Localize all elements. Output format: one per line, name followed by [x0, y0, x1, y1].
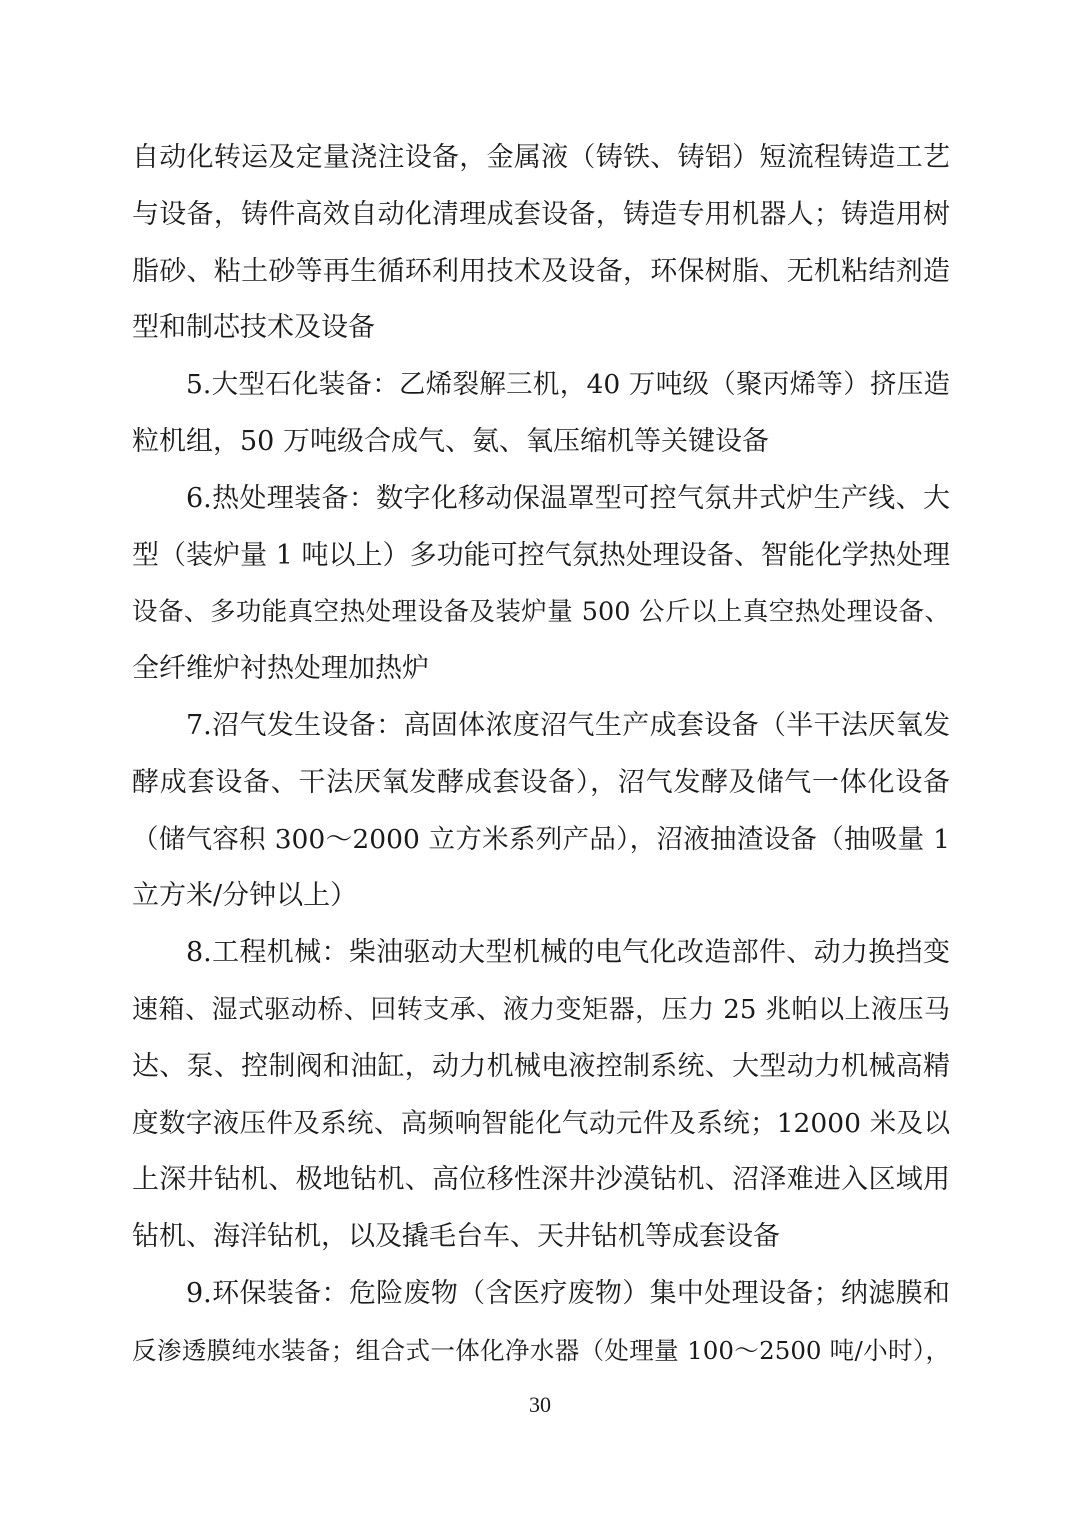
text-line: 7.沼气发生设备：高固体浓度沼气生产成套设备（半干法厌氧发 — [186, 709, 950, 741]
text-line: 上深井钻机、极地钻机、高位移性深井沙漠钻机、沼泽难进入区域用 — [132, 1164, 950, 1196]
text-line: 立方米/分钟以上） — [132, 880, 358, 912]
text-line: （储气容积 300～2000 立方米系列产品），沼液抽渣设备（抽吸量 1 — [132, 823, 950, 855]
text-line: 速箱、湿式驱动桥、回转支承、液力变矩器，压力 25 兆帕以上液压马 — [132, 994, 950, 1025]
text-line: 型和制芯技术及设备 — [132, 312, 375, 344]
text-line: 脂砂、粘土砂等再生循环利用技术及设备，环保树脂、无机粘结剂造 — [132, 255, 950, 287]
text-line: 酵成套设备、干法厌氧发酵成套设备），沼气发酵及储气一体化设备 — [132, 766, 950, 798]
text-line: 8.工程机械：柴油驱动大型机械的电气化改造部件、动力换挡变 — [186, 937, 950, 969]
text-line: 5.大型石化装备：乙烯裂解三机，40 万吨级（聚丙烯等）挤压造 — [186, 369, 950, 401]
text-line: 自动化转运及定量浇注设备，金属液（铸铁、铸铝）短流程铸造工艺 — [132, 142, 950, 173]
text-line: 型（装炉量 1 吨以上）多功能可控气氛热处理设备、智能化学热处理 — [132, 539, 950, 571]
text-line: 设备、多功能真空热处理设备及装炉量 500 公斤以上真空热处理设备、 — [132, 597, 950, 628]
text-line: 6.热处理装备：数字化移动保温罩型可控气氛井式炉生产线、大 — [186, 482, 950, 514]
text-line: 反渗透膜纯水装备；组合式一体化净水器（处理量 100～2500 吨/小时）， — [132, 1335, 950, 1365]
text-line: 全纤维炉衬热处理加热炉 — [132, 653, 429, 685]
text-line: 钻机、海洋钻机，以及撬毛台车、天井钻机等成套设备 — [132, 1221, 780, 1253]
body-text — [132, 130, 950, 1380]
text-line: 9.环保装备：危险废物（含医疗废物）集中处理设备；纳滤膜和 — [186, 1277, 950, 1309]
text-line: 与设备，铸件高效自动化清理成套设备，铸造专用机器人；铸造用树 — [132, 198, 950, 230]
text-line: 度数字液压件及系统、高频响智能化气动元件及系统；12000 米及以 — [132, 1107, 950, 1139]
text-line: 达、泵、控制阀和油缸，动力机械电液控制系统、大型动力机械高精 — [132, 1050, 950, 1082]
text-line: 粒机组，50 万吨级合成气、氨、氧压缩机等关键设备 — [132, 425, 769, 457]
page-number: 30 — [529, 1392, 551, 1417]
